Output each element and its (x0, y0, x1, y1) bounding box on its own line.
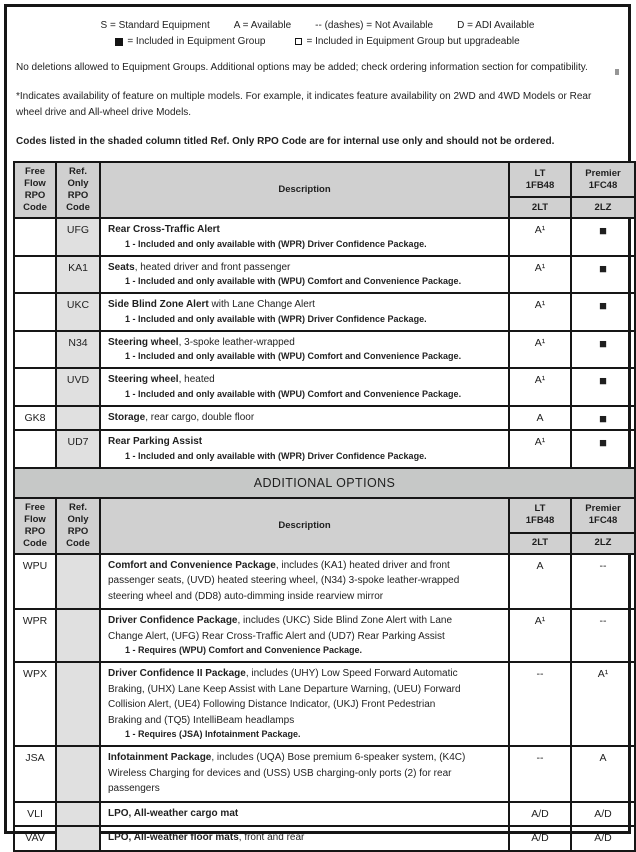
description-cell: Driver Confidence II Package, includes (UHY) Low Speed Forward Automatic Braking, (UHX) Lane Keep Assist with Lane Departure Warning, (UEU) Forward Collision Alert, (UE4) Following Distance Indicator, (UKJ) Front Pedestrian Braking and (TQ5) IntelliBeam headlamps 1 - Requires (JSA) Infotainment Package. (100, 662, 509, 746)
lt-availability-cell: A¹ (509, 609, 571, 662)
premier-availability-cell: ■ (571, 331, 635, 369)
table-header-row-1 (14, 162, 635, 197)
ref-only-code-cell (56, 802, 100, 827)
row-wpx (14, 662, 635, 746)
legend-included-upgradeable-label: = Included in Equipment Group but upgradeable (306, 36, 520, 47)
premier-subtrim-header: 2LZ (571, 533, 635, 554)
legend-included-upgradeable (295, 36, 519, 47)
asterisk-note-paragraph: *Indicates availability of feature on multiple models. For example, it indicates feature availability on 2WD and 4WD Models or Rear wheel drive and All-wheel drive Models. (16, 91, 592, 118)
open-square-icon (295, 38, 302, 45)
description-cell: Steering wheel, 3-spoke leather-wrapped 1 - Included and only available with (WPU) Comfort and Convenience Package. (100, 331, 509, 369)
row-vli (14, 802, 635, 827)
ref-only-code-cell: UVD (56, 368, 100, 406)
ref-only-code-cell: UD7 (56, 430, 100, 468)
free-flow-code-cell (14, 218, 56, 256)
premier-availability-cell: A/D (571, 826, 635, 851)
premier-availability-cell: ■ (571, 430, 635, 468)
row-wpr (14, 609, 635, 662)
lt-subtrim-header: 2LT (509, 533, 571, 554)
premier-availability-cell: A (571, 746, 635, 802)
legend-line-2 (13, 36, 622, 47)
row-ka1 (14, 256, 635, 294)
description-cell: Steering wheel, heated 1 - Included and only available with (WPU) Comfort and Convenience Package. (100, 368, 509, 406)
free-flow-code-cell (14, 293, 56, 331)
ref-only-rpo-code-header: Ref. Only RPO Code (56, 498, 100, 554)
premier-trim-header (571, 162, 635, 197)
premier-availability-cell: ■ (571, 368, 635, 406)
ref-only-code-cell (56, 746, 100, 802)
description-header: Description (100, 498, 509, 554)
row-n34 (14, 331, 635, 369)
description-cell: Storage, rear cargo, double floor (100, 406, 509, 431)
premier-trim-label: Premier (585, 503, 621, 514)
ref-only-code-cell (56, 662, 100, 746)
lt-model-code: 1FB48 (525, 515, 555, 526)
premier-availability-cell: ■ (571, 256, 635, 294)
free-flow-rpo-code-header: Free Flow RPO Code (14, 498, 56, 554)
footnote: 1 - Included and only available with (WPU) Comfort and Convenience Package. (125, 388, 462, 399)
description-cell: Rear Cross-Traffic Alert 1 - Included and only available with (WPR) Driver Confidence Package. (100, 218, 509, 256)
description-header: Description (100, 162, 509, 218)
additional-options-band (14, 468, 635, 498)
premier-availability-cell: A/D (571, 802, 635, 827)
free-flow-code-cell: VLI (14, 802, 56, 827)
legend-adi-available: D = ADI Available (457, 20, 535, 31)
premier-trim-header (571, 498, 635, 533)
description-cell: Comfort and Convenience Package, includes (KA1) heated driver and front passenger seats, (UVD) heated steering wheel, (N34) 3-spoke leather-wrapped steering wheel and (DD8) auto-dimming inside rearview mirror (100, 554, 509, 610)
lt-availability-cell: A (509, 406, 571, 431)
intro-block (7, 7, 628, 852)
ref-only-code-cell: KA1 (56, 256, 100, 294)
free-flow-code-cell (14, 368, 56, 406)
description-cell: Infotainment Package, includes (UQA) Bose premium 6-speaker system, (K4C) Wireless Charging for devices and (USS) USB charging-only ports (2) for rear passengers (100, 746, 509, 802)
footnote: 1 - Included and only available with (WPU) Comfort and Convenience Package. (125, 351, 462, 361)
premier-availability-cell: ■ (571, 218, 635, 256)
row-jsa (14, 746, 635, 802)
no-deletions-paragraph: No deletions allowed to Equipment Groups. Additional options may be added; check ordering information section for compatibility. (16, 62, 588, 73)
footnote: 1 - Included and only available with (WPU) Comfort and Convenience Package. (125, 276, 462, 286)
description-cell: LPO, All-weather floor mats, front and rear (100, 826, 509, 851)
legend-available: A = Available (233, 20, 292, 31)
ref-only-rpo-code-header: Ref. Only RPO Code (56, 162, 100, 218)
premier-model-code: 1FC48 (588, 179, 618, 191)
premier-subtrim-header: 2LZ (571, 197, 635, 218)
ref-only-code-cell (56, 554, 100, 610)
row-ud7 (14, 430, 635, 468)
row-ufg (14, 218, 635, 256)
lt-availability-cell: A¹ (509, 256, 571, 294)
description-cell: Seats, heated driver and front passenger 1 - Included and only available with (WPU) Comfort and Convenience Package. (100, 256, 509, 294)
premier-availability-cell: -- (571, 609, 635, 662)
table-header-row-2 (14, 498, 635, 533)
page-frame (4, 4, 631, 844)
free-flow-code-cell: WPR (14, 609, 56, 662)
scan-artifact (615, 69, 619, 75)
description-cell: Rear Parking Assist 1 - Included and only available with (WPR) Driver Confidence Package. (100, 430, 509, 468)
lt-availability-cell: -- (509, 662, 571, 746)
premier-availability-cell: A¹ (571, 662, 635, 746)
lt-trim-header (509, 498, 571, 533)
lt-subtrim-header: 2LT (509, 197, 571, 218)
free-flow-code-cell (14, 256, 56, 294)
lt-availability-cell: A (509, 554, 571, 610)
description-cell: Side Blind Zone Alert with Lane Change Alert 1 - Included and only available with (WPR) Driver Confidence Package. (100, 293, 509, 331)
legend-line-1 (13, 20, 622, 31)
premier-trim-label: Premier (585, 167, 621, 179)
premier-availability-cell: ■ (571, 293, 635, 331)
ref-only-code-cell (56, 609, 100, 662)
free-flow-code-cell: WPU (14, 554, 56, 610)
footnote: 1 - Included and only available with (WPR) Driver Confidence Package. (125, 450, 427, 461)
lt-trim-label: LT (534, 167, 546, 179)
row-ukc (14, 293, 635, 331)
legend-included-group-label: = Included in Equipment Group (127, 36, 266, 47)
lt-trim-header (509, 162, 571, 197)
lt-availability-cell: A¹ (509, 218, 571, 256)
legend-standard: S = Standard Equipment (100, 20, 210, 31)
legend-included-group (115, 36, 265, 47)
additional-options-title: ADDITIONAL OPTIONS (14, 468, 635, 498)
footnote: 1 - Requires (WPU) Comfort and Convenience Package. (125, 645, 363, 655)
ref-only-code-cell (56, 406, 100, 431)
free-flow-code-cell (14, 331, 56, 369)
lt-availability-cell: A¹ (509, 368, 571, 406)
equipment-options-table (13, 161, 636, 852)
row-gk8 (14, 406, 635, 431)
lt-availability-cell: A/D (509, 802, 571, 827)
footnote: 1 - Included and only available with (WPR) Driver Confidence Package. (125, 313, 427, 324)
legend-not-available: -- (dashes) = Not Available (315, 20, 434, 31)
free-flow-rpo-code-header: Free Flow RPO Code (14, 162, 56, 218)
lt-availability-cell: -- (509, 746, 571, 802)
free-flow-code-cell: GK8 (14, 406, 56, 431)
premier-availability-cell: -- (571, 554, 635, 610)
description-cell: LPO, All-weather cargo mat (100, 802, 509, 827)
lt-availability-cell: A¹ (509, 293, 571, 331)
free-flow-code-cell (14, 430, 56, 468)
lt-availability-cell: A¹ (509, 331, 571, 369)
ref-only-code-cell: UFG (56, 218, 100, 256)
premier-availability-cell: ■ (571, 406, 635, 431)
row-uvd (14, 368, 635, 406)
codes-note-paragraph: Codes listed in the shaded column titled Ref. Only RPO Code are for internal use only and should not be ordered. (16, 136, 555, 147)
lt-model-code: 1FB48 (525, 179, 555, 191)
footnote: 1 - Requires (JSA) Infotainment Package. (125, 729, 301, 739)
ref-only-code-cell: N34 (56, 331, 100, 369)
row-vav (14, 826, 635, 851)
row-wpu (14, 554, 635, 610)
lt-availability-cell: A¹ (509, 430, 571, 468)
ref-only-code-cell (56, 826, 100, 851)
footnote: 1 - Included and only available with (WPR) Driver Confidence Package. (125, 238, 427, 249)
premier-model-code: 1FC48 (588, 515, 618, 526)
lt-availability-cell: A/D (509, 826, 571, 851)
ref-only-code-cell: UKC (56, 293, 100, 331)
description-cell: Driver Confidence Package, includes (UKC) Side Blind Zone Alert with Lane Change Alert, (UFG) Rear Cross-Traffic Alert and (UD7) Rear Parking Assist 1 - Requires (WPU) Comfort and Convenience Package. (100, 609, 509, 662)
lt-trim-label: LT (534, 503, 546, 514)
free-flow-code-cell: JSA (14, 746, 56, 802)
free-flow-code-cell: WPX (14, 662, 56, 746)
filled-square-icon (115, 38, 123, 46)
free-flow-code-cell: VAV (14, 826, 56, 851)
